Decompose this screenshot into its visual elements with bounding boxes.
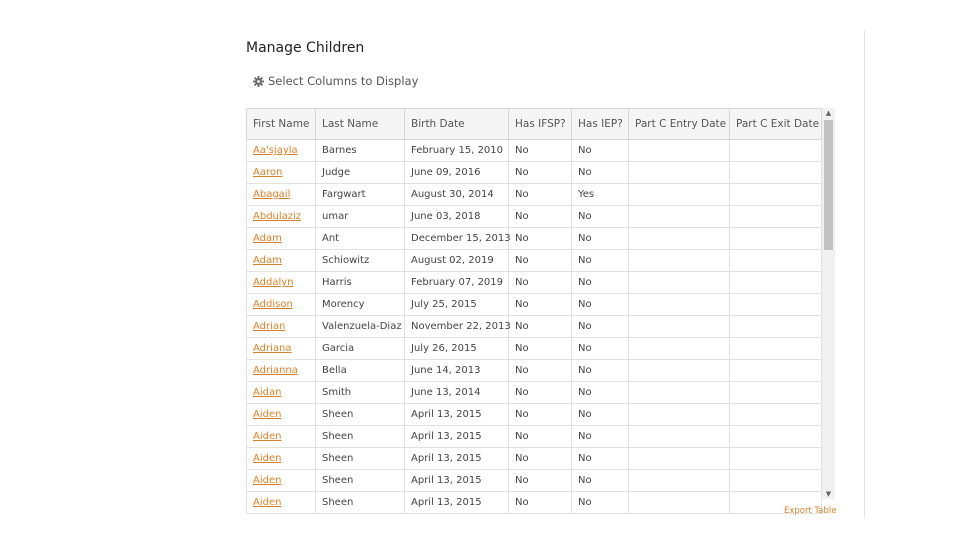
cell-has-ifsp: No [509,250,572,272]
cell-has-iep: No [572,492,629,514]
cell-part-c-entry-date [629,250,730,272]
cell-birth-date: April 13, 2015 [405,470,509,492]
cell-last-name: Sheen [316,426,405,448]
cell-part-c-entry-date [629,140,730,162]
table-row [247,338,822,360]
cell-has-ifsp: No [509,316,572,338]
child-name-link[interactable]: Adriana [253,343,292,354]
table-row [247,316,822,338]
cell-has-ifsp: No [509,360,572,382]
cell-has-ifsp: No [509,162,572,184]
cell-has-iep: No [572,228,629,250]
cell-first-name [247,294,316,316]
cell-has-ifsp: No [509,206,572,228]
cell-part-c-entry-date [629,294,730,316]
column-header-birth-date[interactable]: Birth Date [405,109,509,140]
cell-part-c-entry-date [629,228,730,250]
cell-part-c-entry-date [629,272,730,294]
cell-part-c-entry-date [629,426,730,448]
cell-part-c-entry-date [629,404,730,426]
cell-part-c-exit-date [730,294,822,316]
cell-last-name: Sheen [316,492,405,514]
cell-part-c-exit-date [730,404,822,426]
cell-first-name [247,404,316,426]
export-table-link[interactable]: Export Table [784,506,837,516]
cell-part-c-exit-date [730,250,822,272]
cell-part-c-exit-date [730,338,822,360]
table-row [247,272,822,294]
table-scrollbar[interactable] [822,108,835,499]
cell-first-name [247,470,316,492]
table-row [247,250,822,272]
cell-part-c-exit-date [730,184,822,206]
cell-part-c-exit-date [730,448,822,470]
cell-birth-date: November 22, 2013 [405,316,509,338]
cell-part-c-entry-date [629,162,730,184]
page-title: Manage Children [246,40,365,56]
table-row [247,404,822,426]
cell-has-ifsp: No [509,338,572,360]
cell-first-name [247,184,316,206]
table-row [247,382,822,404]
cell-part-c-exit-date [730,140,822,162]
cell-has-ifsp: No [509,404,572,426]
cell-part-c-exit-date [730,162,822,184]
cell-has-ifsp: No [509,448,572,470]
cell-birth-date: June 13, 2014 [405,382,509,404]
cell-first-name [247,228,316,250]
column-header-has-ifsp[interactable]: Has IFSP? [509,109,572,140]
cell-has-ifsp: No [509,140,572,162]
column-header-has-iep[interactable]: Has IEP? [572,109,629,140]
cell-part-c-exit-date [730,470,822,492]
table-row [247,448,822,470]
child-name-link[interactable]: Aiden [253,431,282,442]
cell-part-c-entry-date [629,338,730,360]
table-row [247,228,822,250]
table-row [247,294,822,316]
cell-has-ifsp: No [509,382,572,404]
table-row [247,140,822,162]
scrollbar-thumb[interactable] [824,120,833,250]
child-name-link[interactable]: Aiden [253,497,282,508]
cell-part-c-entry-date [629,206,730,228]
child-name-link[interactable]: Aidan [253,387,282,398]
cell-first-name [247,448,316,470]
cell-last-name: Sheen [316,448,405,470]
cell-birth-date: August 02, 2019 [405,250,509,272]
cell-has-iep: No [572,404,629,426]
child-name-link[interactable]: Addalyn [253,277,294,288]
cell-last-name: umar [316,206,405,228]
child-name-link[interactable]: Addison [253,299,293,310]
cell-birth-date: June 14, 2013 [405,360,509,382]
cell-part-c-entry-date [629,448,730,470]
select-columns-label: Select Columns to Display [268,74,419,88]
column-header-first-name[interactable]: First Name [247,109,316,140]
cell-has-iep: No [572,206,629,228]
gear-icon [253,76,264,87]
cell-part-c-entry-date [629,492,730,514]
cell-first-name [247,338,316,360]
cell-first-name [247,272,316,294]
divider [864,30,865,518]
cell-birth-date: April 13, 2015 [405,492,509,514]
cell-part-c-entry-date [629,470,730,492]
table-header-row [247,109,822,140]
child-name-link[interactable]: Adrian [253,321,286,332]
cell-birth-date: July 25, 2015 [405,294,509,316]
cell-birth-date: April 13, 2015 [405,448,509,470]
cell-part-c-exit-date [730,360,822,382]
cell-part-c-exit-date [730,382,822,404]
cell-has-iep: No [572,250,629,272]
child-name-link[interactable]: Aiden [253,475,282,486]
cell-first-name [247,250,316,272]
table-body [247,140,822,514]
cell-birth-date: August 30, 2014 [405,184,509,206]
triangle-down-icon[interactable]: ▼ [825,490,832,498]
cell-last-name: Morency [316,294,405,316]
cell-part-c-exit-date [730,316,822,338]
cell-last-name: Harris [316,272,405,294]
cell-has-iep: No [572,426,629,448]
cell-has-ifsp: No [509,184,572,206]
cell-birth-date: June 03, 2018 [405,206,509,228]
cell-birth-date: July 26, 2015 [405,338,509,360]
cell-part-c-entry-date [629,184,730,206]
cell-first-name [247,492,316,514]
column-header-part-c-exit-date[interactable]: Part C Exit Date [730,109,822,140]
cell-last-name: Valenzuela-Diaz [316,316,405,338]
table-row [247,184,822,206]
cell-part-c-exit-date [730,206,822,228]
cell-has-iep: No [572,338,629,360]
cell-first-name [247,140,316,162]
cell-birth-date: June 09, 2016 [405,162,509,184]
table-row [247,470,822,492]
child-name-link[interactable]: Abagail [253,189,291,200]
cell-last-name: Fargwart [316,184,405,206]
cell-has-iep: No [572,360,629,382]
cell-has-iep: No [572,382,629,404]
cell-has-iep: Yes [572,184,629,206]
children-table-container [246,108,835,508]
cell-has-ifsp: No [509,470,572,492]
column-header-part-c-entry-date[interactable]: Part C Entry Date [629,109,730,140]
cell-part-c-exit-date [730,228,822,250]
child-name-link[interactable]: Adam [253,233,282,244]
children-table [246,109,822,514]
cell-first-name [247,316,316,338]
cell-birth-date: February 15, 2010 [405,140,509,162]
cell-first-name [247,360,316,382]
cell-first-name [247,162,316,184]
cell-has-iep: No [572,272,629,294]
select-columns-button[interactable] [253,74,418,88]
cell-part-c-entry-date [629,382,730,404]
child-name-link[interactable]: Abdulaziz [253,211,302,222]
triangle-up-icon[interactable]: ▲ [825,109,832,117]
cell-part-c-exit-date [730,426,822,448]
cell-last-name: Sheen [316,404,405,426]
cell-has-iep: No [572,162,629,184]
cell-last-name: Sheen [316,470,405,492]
child-name-link[interactable]: Aaron [253,167,283,178]
cell-has-ifsp: No [509,228,572,250]
cell-birth-date: April 13, 2015 [405,404,509,426]
cell-has-iep: No [572,140,629,162]
cell-has-ifsp: No [509,426,572,448]
cell-first-name [247,382,316,404]
cell-has-ifsp: No [509,272,572,294]
child-name-link[interactable]: Aa'sjayla [253,145,298,156]
cell-birth-date: February 07, 2019 [405,272,509,294]
table-row [247,206,822,228]
cell-part-c-entry-date [629,360,730,382]
cell-first-name [247,206,316,228]
table-row [247,492,822,514]
cell-last-name: Garcia [316,338,405,360]
cell-has-iep: No [572,294,629,316]
cell-part-c-exit-date [730,272,822,294]
cell-has-ifsp: No [509,492,572,514]
cell-birth-date: December 15, 2013 [405,228,509,250]
cell-last-name: Ant [316,228,405,250]
table-row [247,426,822,448]
child-name-link[interactable]: Adrianna [253,365,298,376]
child-name-link[interactable]: Aiden [253,409,282,420]
cell-part-c-entry-date [629,316,730,338]
table-row [247,162,822,184]
cell-last-name: Barnes [316,140,405,162]
cell-last-name: Bella [316,360,405,382]
column-header-last-name[interactable]: Last Name [316,109,405,140]
child-name-link[interactable]: Adam [253,255,282,266]
cell-has-iep: No [572,448,629,470]
cell-birth-date: April 13, 2015 [405,426,509,448]
cell-has-iep: No [572,470,629,492]
cell-first-name [247,426,316,448]
cell-has-ifsp: No [509,294,572,316]
cell-has-iep: No [572,316,629,338]
child-name-link[interactable]: Aiden [253,453,282,464]
cell-last-name: Smith [316,382,405,404]
cell-last-name: Judge [316,162,405,184]
cell-last-name: Schiowitz [316,250,405,272]
table-row [247,360,822,382]
